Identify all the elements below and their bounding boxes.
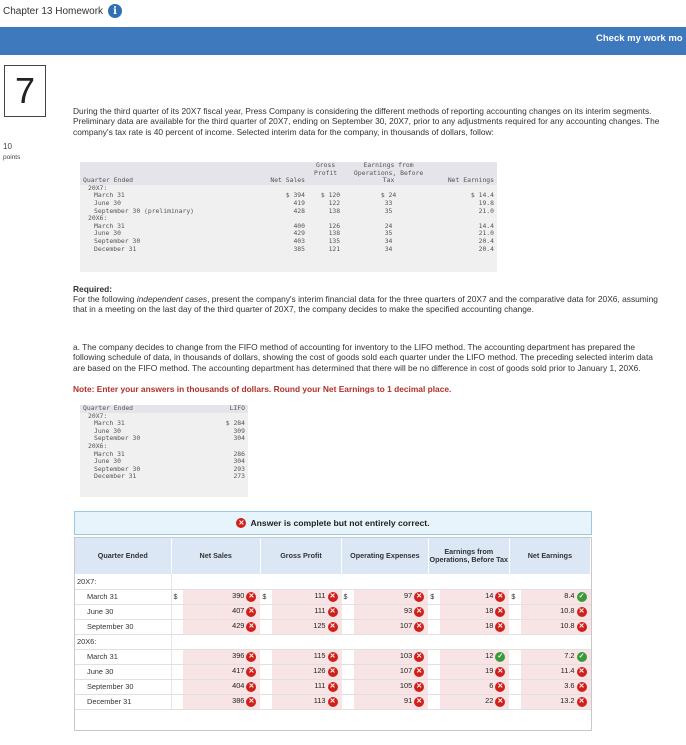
table-row: June 30 429 138 35 21.0	[94, 229, 494, 238]
currency-symbol	[260, 619, 272, 634]
answer-input-gross[interactable]: 111 ✕	[272, 679, 341, 694]
row-label: September 30	[75, 679, 171, 694]
answer-input-earnings[interactable]: 19 ✕	[440, 664, 509, 679]
currency-symbol: $	[260, 589, 272, 604]
answer-status-bar	[74, 511, 592, 535]
incorrect-x-icon: ✕	[246, 652, 256, 662]
incorrect-icon: ✕	[236, 518, 246, 528]
earnings-header-mid: Operations, Before	[343, 170, 434, 178]
incorrect-x-icon: ✕	[495, 622, 505, 632]
page-title	[3, 4, 122, 18]
incorrect-x-icon: ✕	[495, 592, 505, 602]
table-row: December 31 385 121 34 20.4	[94, 244, 494, 253]
currency-symbol	[171, 694, 183, 709]
table-row	[75, 589, 591, 604]
currency-symbol	[171, 649, 183, 664]
incorrect-x-icon: ✕	[577, 697, 587, 707]
incorrect-x-icon: ✕	[414, 697, 424, 707]
answer-input-net-sales[interactable]: 429 ✕	[183, 619, 260, 634]
incorrect-x-icon: ✕	[495, 667, 505, 677]
currency-symbol	[342, 619, 354, 634]
incorrect-x-icon: ✕	[414, 652, 424, 662]
answer-input-earnings[interactable]: 12 ✓	[440, 649, 509, 664]
incorrect-x-icon: ✕	[328, 682, 338, 692]
table-row: September 30 (preliminary) 428 138 35 21.0	[94, 206, 494, 215]
currency-symbol	[428, 664, 440, 679]
gross-header-bottom: Profit	[308, 170, 343, 178]
currency-symbol	[342, 694, 354, 709]
year-group-row	[75, 574, 591, 589]
answer-input-net-sales[interactable]: 386 ✕	[183, 694, 260, 709]
table-row	[75, 619, 591, 634]
answer-input-earnings[interactable]: 22 ✕	[440, 694, 509, 709]
net-sales-header: Net Sales	[260, 177, 308, 185]
currency-symbol	[428, 694, 440, 709]
row-label: September 30	[75, 619, 171, 634]
part-a-text: a. The company decides to change from the FIFO method of accounting for inventory to the LIFO method. The accounting department has prepared the following schedule of data, in thousands of dollars, showing the cost of goods sold each quarter under the LIFO method. The preceding selected interim data are based on the FIFO method. The accounting department has determined that there will be no difference in cost of goods sold prior to January 1, 20X6.	[73, 342, 653, 373]
currency-symbol	[428, 649, 440, 664]
year-group-row	[75, 634, 591, 649]
part-a-note: Note: Enter your answers in thousands of dollars. Round your Net Earnings to 1 decimal place.	[73, 384, 452, 394]
answer-table	[74, 537, 592, 731]
incorrect-x-icon: ✕	[328, 697, 338, 707]
currency-symbol	[171, 664, 183, 679]
currency-symbol	[428, 604, 440, 619]
question-intro: During the third quarter of its 20X7 fiscal year, Press Company is considering the different methods of reporting accounting changes on its interim segments. Preliminary data are available for the third quarter of 20X7, ending on September 30, 20X7, prior to any adjustments required for any accounting changes. The company's tax rate is 40 percent of income. Selected interim data for the company, in thousands of dollars, follow:	[73, 106, 660, 137]
info-icon[interactable]: i	[108, 4, 122, 18]
table-row: March 31 $ 394 $ 120 $ 24 $ 14.4	[94, 191, 494, 200]
points-value: 10	[3, 142, 12, 151]
answer-input-net[interactable]: 10.8 ✕	[521, 604, 590, 619]
homework-title: Chapter 13 Homework	[3, 5, 104, 17]
incorrect-x-icon: ✕	[414, 667, 424, 677]
currency-symbol	[260, 604, 272, 619]
answer-input-net-sales[interactable]: 407 ✕	[183, 604, 260, 619]
currency-symbol	[428, 619, 440, 634]
answer-input-gross[interactable]: 113 ✕	[272, 694, 341, 709]
incorrect-x-icon: ✕	[246, 592, 256, 602]
answer-input-net[interactable]: 7.2 ✓	[521, 649, 590, 664]
answer-input-net[interactable]: 8.4 ✓	[521, 589, 590, 604]
answer-input-operating[interactable]: 103 ✕	[354, 649, 429, 664]
correct-check-icon: ✓	[495, 652, 505, 662]
currency-symbol	[342, 604, 354, 619]
incorrect-x-icon: ✕	[328, 652, 338, 662]
year-label: 20X6:	[75, 634, 171, 649]
currency-symbol: $	[428, 589, 440, 604]
table-row: December 31 273	[94, 472, 245, 481]
answer-input-earnings[interactable]: 14 ✕	[440, 589, 509, 604]
answer-input-operating[interactable]: 105 ✕	[354, 679, 429, 694]
answer-quarter-header: Quarter Ended	[75, 538, 171, 574]
answer-input-gross[interactable]: 111 ✕	[272, 589, 341, 604]
row-label: December 31	[75, 694, 171, 709]
currency-symbol	[509, 664, 521, 679]
answer-input-net-sales[interactable]: 417 ✕	[183, 664, 260, 679]
incorrect-x-icon: ✕	[328, 622, 338, 632]
currency-symbol	[509, 694, 521, 709]
earnings-header-bottom: Tax	[343, 177, 434, 185]
table-row: September 30 304	[94, 434, 245, 443]
incorrect-x-icon: ✕	[328, 607, 338, 617]
incorrect-x-icon: ✕	[577, 622, 587, 632]
currency-symbol	[342, 664, 354, 679]
currency-symbol	[428, 679, 440, 694]
answer-status-text: Answer is complete but not entirely correct.	[250, 518, 430, 528]
table-row: March 31 286	[94, 449, 245, 458]
year-label: 20X6:	[88, 214, 108, 223]
answer-net-header: Net Earnings	[509, 538, 590, 574]
answer-input-earnings[interactable]: 18 ✕	[440, 619, 509, 634]
currency-symbol	[509, 604, 521, 619]
incorrect-x-icon: ✕	[414, 682, 424, 692]
answer-input-earnings[interactable]: 18 ✕	[440, 604, 509, 619]
table-row: June 30 309	[94, 426, 245, 435]
table-row	[75, 664, 591, 679]
quarter-header: Quarter Ended	[80, 177, 260, 185]
year-label: 20X7:	[75, 574, 171, 589]
currency-symbol	[260, 694, 272, 709]
answer-input-gross[interactable]: 125 ✕	[272, 619, 341, 634]
currency-symbol	[171, 679, 183, 694]
incorrect-x-icon: ✕	[414, 592, 424, 602]
currency-symbol	[171, 619, 183, 634]
currency-symbol	[260, 649, 272, 664]
incorrect-x-icon: ✕	[414, 622, 424, 632]
answer-input-net-sales[interactable]: 404 ✕	[183, 679, 260, 694]
header-bar	[0, 27, 686, 55]
answer-input-net[interactable]: 3.6 ✕	[521, 679, 590, 694]
currency-symbol	[509, 679, 521, 694]
required-title: Required:	[73, 284, 113, 294]
answer-gross-header: Gross Profit	[260, 538, 341, 574]
earnings-header-top: Earnings from	[343, 162, 434, 170]
incorrect-x-icon: ✕	[495, 607, 505, 617]
answer-input-operating[interactable]: 93 ✕	[354, 604, 429, 619]
currency-symbol: $	[509, 589, 521, 604]
incorrect-x-icon: ✕	[328, 667, 338, 677]
currency-symbol	[342, 679, 354, 694]
incorrect-x-icon: ✕	[577, 667, 587, 677]
gross-header-top: Gross	[308, 162, 343, 170]
incorrect-x-icon: ✕	[328, 592, 338, 602]
currency-symbol: $	[342, 589, 354, 604]
table-row	[75, 694, 591, 709]
table-row: September 30 293	[94, 464, 245, 473]
table-row: June 30 304	[94, 457, 245, 466]
check-my-work-button[interactable]: Check my work mo	[596, 33, 683, 44]
incorrect-x-icon: ✕	[246, 697, 256, 707]
currency-symbol: $	[171, 589, 183, 604]
row-label: March 31	[75, 589, 171, 604]
table-row	[75, 679, 591, 694]
answer-operating-header: Operating Expenses	[342, 538, 429, 574]
required-text: For the following independent cases, present the company's interim financial data for the three quarters of 20X7 and the comparative data for 20X6, assuming that in a meeting on the last day of the third quarter of 20X7, the company decides to make the specified accounting change.	[73, 294, 658, 315]
answer-input-net-sales[interactable]: 390 ✕	[183, 589, 260, 604]
answer-earnings-header: Earnings from Operations, Before Tax	[428, 538, 509, 574]
correct-check-icon: ✓	[577, 652, 587, 662]
currency-symbol	[260, 664, 272, 679]
incorrect-x-icon: ✕	[414, 607, 424, 617]
answer-input-operating[interactable]: 91 ✕	[354, 694, 429, 709]
row-label: June 30	[75, 664, 171, 679]
answer-input-net[interactable]: 13.2 ✕	[521, 694, 590, 709]
year-label: 20X7:	[88, 183, 108, 192]
answer-input-operating[interactable]: 97 ✕	[354, 589, 429, 604]
points-label: points	[3, 154, 21, 161]
answer-input-net[interactable]: 11.4 ✕	[521, 664, 590, 679]
lifo-header: LIFO	[200, 405, 248, 413]
answer-input-gross[interactable]: 126 ✕	[272, 664, 341, 679]
incorrect-x-icon: ✕	[246, 682, 256, 692]
answer-input-gross[interactable]: 115 ✕	[272, 649, 341, 664]
answer-net-sales-header: Net Sales	[171, 538, 260, 574]
currency-symbol	[260, 679, 272, 694]
incorrect-x-icon: ✕	[577, 607, 587, 617]
table-row: September 30 403 135 34 20.4	[94, 236, 494, 245]
table-row: June 30 419 122 33 19.8	[94, 198, 494, 207]
table-row: March 31 400 126 24 14.4	[94, 221, 494, 230]
lifo-quarter-header: Quarter Ended	[80, 405, 200, 413]
interim-data-table	[80, 162, 497, 272]
incorrect-x-icon: ✕	[495, 682, 505, 692]
incorrect-x-icon: ✕	[577, 682, 587, 692]
row-label: June 30	[75, 604, 171, 619]
incorrect-x-icon: ✕	[495, 697, 505, 707]
question-number: 7	[4, 65, 46, 117]
answer-input-net[interactable]: 10.8 ✕	[521, 619, 590, 634]
net-earnings-header: Net Earnings	[434, 177, 497, 185]
row-label: March 31	[75, 649, 171, 664]
table-row	[75, 604, 591, 619]
currency-symbol	[509, 619, 521, 634]
answer-input-gross[interactable]: 111 ✕	[272, 604, 341, 619]
table-row: March 31 $ 284	[94, 419, 245, 428]
lifo-table: Quarter Ended LIFO 20X7: March 31 $ 284 June 30 309 September 30 304 20X6: March 31 286 June 30 304 September 30 293 December 31 273	[80, 405, 248, 497]
incorrect-x-icon: ✕	[246, 607, 256, 617]
answer-input-operating[interactable]: 107 ✕	[354, 664, 429, 679]
currency-symbol	[509, 649, 521, 664]
correct-check-icon: ✓	[577, 592, 587, 602]
answer-input-earnings[interactable]: 6 ✕	[440, 679, 509, 694]
incorrect-x-icon: ✕	[246, 622, 256, 632]
table-row	[75, 649, 591, 664]
answer-input-net-sales[interactable]: 396 ✕	[183, 649, 260, 664]
answer-input-operating[interactable]: 107 ✕	[354, 619, 429, 634]
incorrect-x-icon: ✕	[246, 667, 256, 677]
currency-symbol	[171, 604, 183, 619]
currency-symbol	[342, 649, 354, 664]
